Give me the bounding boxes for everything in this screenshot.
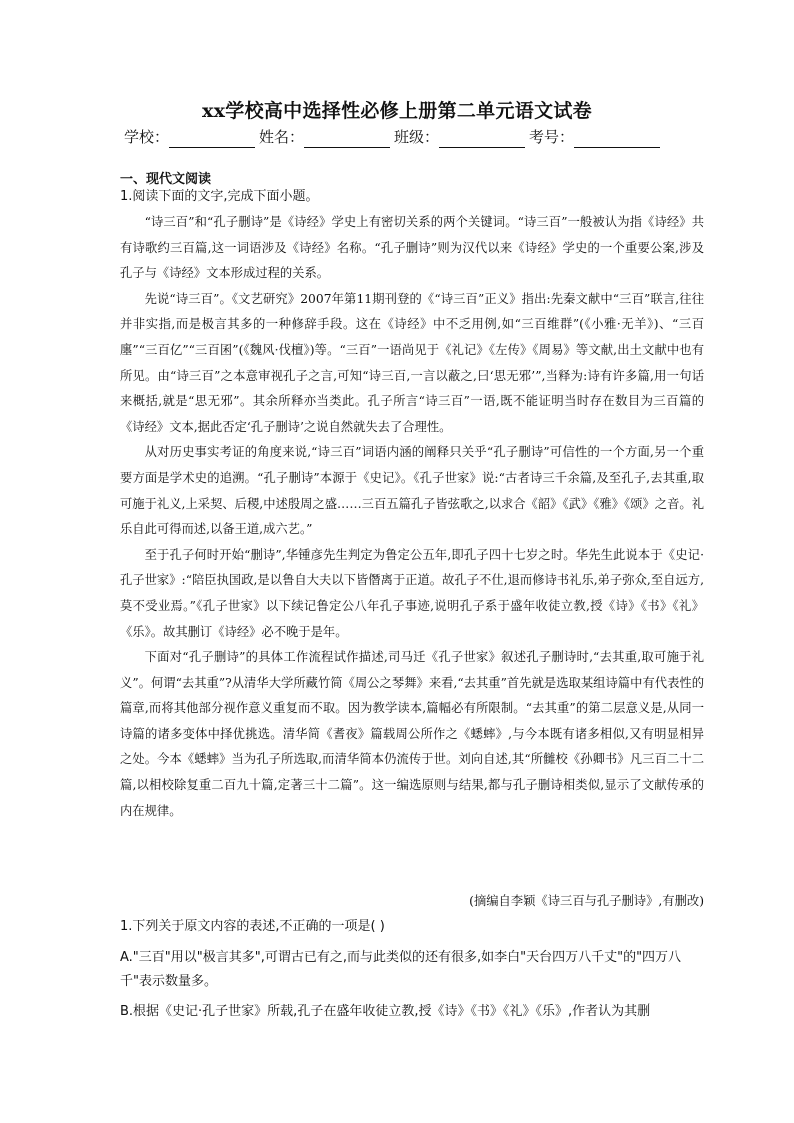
class-blank <box>439 131 525 148</box>
passage-paragraph: 下面对“孔子删诗”的具体工作流程试作描述,司马迁《孔子世家》叙述孔子删诗时,“去其重,取可施于礼义”。何谓“去其重”?从清华大学所藏竹简《周公之琴舞》来看,“去其重”首先就是选取某组诗篇中有代表性的篇章,而将其他部分视作意义重复而不取。因为教学读本,篇幅必有所限制。“去其重”的第二层意义是,从同一诗篇的诸多变体中择优挑选。清华简《耆夜》篇载周公所作之《蟋蟀》,与今本既有诸多相似,又有明显相异之处。今本《蟋蟀》当为孔子所选取,而清华简本仍流传于世。刘向自述,其“所雠校《孙卿书》凡三百二十二篇,以相校除复重二百九十篇,定著三十二篇”。这一编选原则与结果,都与孔子删诗相类似,显示了文献传承的内在规律。 <box>120 650 704 818</box>
name-blank <box>304 131 390 148</box>
section-heading: 一、现代文阅读 <box>120 172 212 187</box>
passage-source: (摘编自李颖《诗三百与孔子删诗》,有删改) <box>469 894 704 908</box>
student-info-row <box>124 126 684 148</box>
option-b: B.根据《史记·孔子世家》所载,孔子在盛年收徒立教,授《诗》《书》《礼》《乐》,作者认为其删 <box>120 1004 651 1019</box>
passage-paragraph: 从对历史事实考证的角度来说,“诗三百”词语内涵的阐释只关乎“孔子删诗”可信性的一个方面,另一个重要方面是学术史的追溯。“孔子删诗”本源于《史记》。《孔子世家》说:“古者诗三千余篇,及至孔子,去其重,取可施于礼义,上采契、后稷,中述殷周之盛……三百五篇孔子皆弦歌之,以求合《韶》《武》《雅》《颂》之音。礼乐自此可得而述,以备王道,成六艺。” <box>120 445 704 537</box>
question-intro: 1.阅读下面的文字,完成下面小题。 <box>120 189 319 204</box>
reading-passage <box>120 210 704 824</box>
school-label: 学校： <box>124 128 170 146</box>
class-label: 班级： <box>394 128 440 146</box>
question-1-stem: 1.下列关于原文内容的表述,不正确的一项是( ) <box>120 919 385 934</box>
passage-paragraph: 至于孔子何时开始“删诗”,华锺彦先生判定为鲁定公五年,即孔子四十七岁之时。华先生此说本于《史记·孔子世家》:“陪臣执国政,是以鲁自大夫以下皆僭离于正道。故孔子不仕,退而修诗书礼乐,弟子弥众,至自远方,莫不受业焉。”《孔子世家》以下续记鲁定公八年孔子事迹,说明孔子系于盛年收徒立教,授《诗》《书》《礼》《乐》。故其删订《诗经》必不晚于是年。 <box>120 547 704 639</box>
school-blank <box>169 131 255 148</box>
passage-paragraph: 先说“诗三百”。《文艺研究》2007年第11期刊登的《“诗三百”正义》指出:先秦文献中“三百”联言,往往并非实指,而是极言其多的一种修辞手段。这在《诗经》中不乏用例,如“三百维群”(《小雅·无羊》)、“三百廛”“三百亿”“三百囷”(《魏风·伐檀》)等。“三百”一语尚见于《礼记》《左传》《周易》等文献,出土文献中也有所见。由“诗三百”之本意审视孔子之言,可知“诗三百,一言以蔽之,曰‘思无邪’”,当释为:诗有许多篇,用一句话来概括,就是“思无邪”。其余所释亦当类此。孔子所言“诗三百”一语,既不能证明当时存在数目为三百篇的《诗经》文本,据此否定‘孔子删诗’之说自然就失去了合理性。 <box>120 291 704 434</box>
exam-number-blank <box>574 131 660 148</box>
option-a: A."三百"用以"极言其多",可谓古已有之,而与此类似的还有很多,如李白"天台四万八千丈"的"四万八千"表示数量多。 <box>120 950 682 989</box>
exam-title: xx学校高中选择性必修上册第二单元语文试卷 <box>202 100 592 122</box>
exam-number-label: 考号： <box>529 128 575 146</box>
name-label: 姓名： <box>259 128 305 146</box>
passage-paragraph: “诗三百”和“孔子删诗”是《诗经》学史上有密切关系的两个关键词。“诗三百”一般被认为指《诗经》共有诗歌约三百篇,这一词语涉及《诗经》名称。“孔子删诗”则为汉代以来《诗经》学史的一个重要公案,涉及孔子与《诗经》文本形成过程的关系。 <box>120 215 704 281</box>
